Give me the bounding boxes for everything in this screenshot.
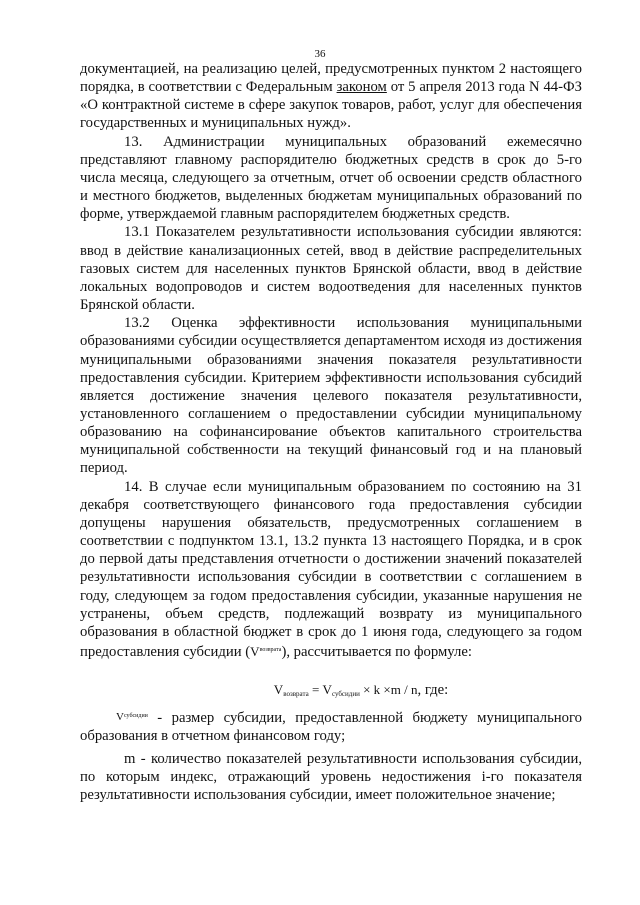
paragraph-text: 14. В случае если муниципальным образованием по состоянию на 31 декабря соответствующего финансового года предоставления субсидии допущены нарушения обязательств, предусмотренных соглашением в соответствии с подпунктом 13.1, 13.2 пункта 13 настоящего Порядка, и в срок до первой даты представления отчетности о достижении значений показателей результативности использования субсидии в соответствии с соглашением в году, следующем за годом предоставления субсидии, указанные нарушения не устранены, объем средств, подлежащий возврату из муниципального образования в областной бюджет в срок до 1 июня года, следующего за годом предоставления субсидии (: [80, 478, 582, 660]
definition-m: m - количество показателей результативности использования субсидии, по которым индекс, отражающий уровень недостижения i-го показателя результативности использования субсидии, имеет положительное значение;: [80, 750, 582, 803]
document-body: [80, 60, 582, 804]
symbol-letter: V: [250, 644, 260, 659]
v-return-symbol: [250, 644, 281, 659]
formula-lhs: V: [273, 682, 284, 698]
formula-tail: × k ×m / n: [359, 682, 418, 698]
formula-where: , где:: [417, 682, 449, 699]
paragraph-text: ), рассчитывается по формуле:: [281, 644, 472, 660]
paragraph-13-1: 13.1 Показателем результативности использования субсидии являются: ввод в действие канализационных сетей, ввод в действие распределительных газовых систем для населенных пунктов Брянской области, ввод в действие локальных водопроводов и систем водоотведения для населенных пунктов Брянской области.: [80, 224, 582, 314]
formula: [80, 681, 582, 703]
law-link[interactable]: законом: [336, 79, 387, 96]
def-symbol: V: [116, 711, 124, 724]
formula-rhs: V: [322, 682, 332, 698]
paragraph-text: документацией, на реализацию целей, предусмотренных пунктом 2 настоящего порядка, в соответствии с Федеральным: [80, 61, 582, 96]
definition-text: - размер субсидии, предоставленной бюджету муниципального образования в отчетном финансовом году;: [80, 710, 582, 745]
paragraph-13-2: 13.2 Оценка эффективности использования муниципальными образованиями субсидии осуществляется департаментом исходя из достижения муниципальными образованиями значения показателя результативности предоставления субсидии. Критерием эффективности использования субсидий является достижение значения целевого показателя результативности, установленного соглашением о предоставлении субсидии муниципальному образованию на софинансирование объектов капитального строительства муниципальной собственности на текущий финансовый год и на плановый период.: [80, 315, 582, 477]
paragraph-13: 13. Администрации муниципальных образований ежемесячно представляют главному распорядителю бюджетных средств в срок до 5-го числа месяца, следующего за отчетным, отчет об освоении средств областного и местного бюджетов, выделенных бюджетам муниципальных образований по форме, утверждаемой главным распорядителем бюджетных средств.: [80, 133, 582, 223]
page-number: 36: [314, 48, 326, 60]
formula-lhs-subscript: возврата: [283, 690, 309, 699]
formula-equals: =: [308, 682, 323, 698]
paragraph-text: от 5 апреля 2013 года N 44-ФЗ «О контрактной системе в сфере закупок товаров, работ, услуг для обеспечения государственных и муниципальных нужд».: [80, 79, 582, 132]
def-subscript: субсидии: [123, 713, 148, 720]
formula-rhs-subscript: субсидии: [331, 690, 360, 699]
symbol-subscript: возврата: [259, 647, 282, 653]
paragraph-continuation: [80, 60, 582, 133]
definition-v: [80, 707, 582, 745]
paragraph-14: [80, 478, 582, 662]
